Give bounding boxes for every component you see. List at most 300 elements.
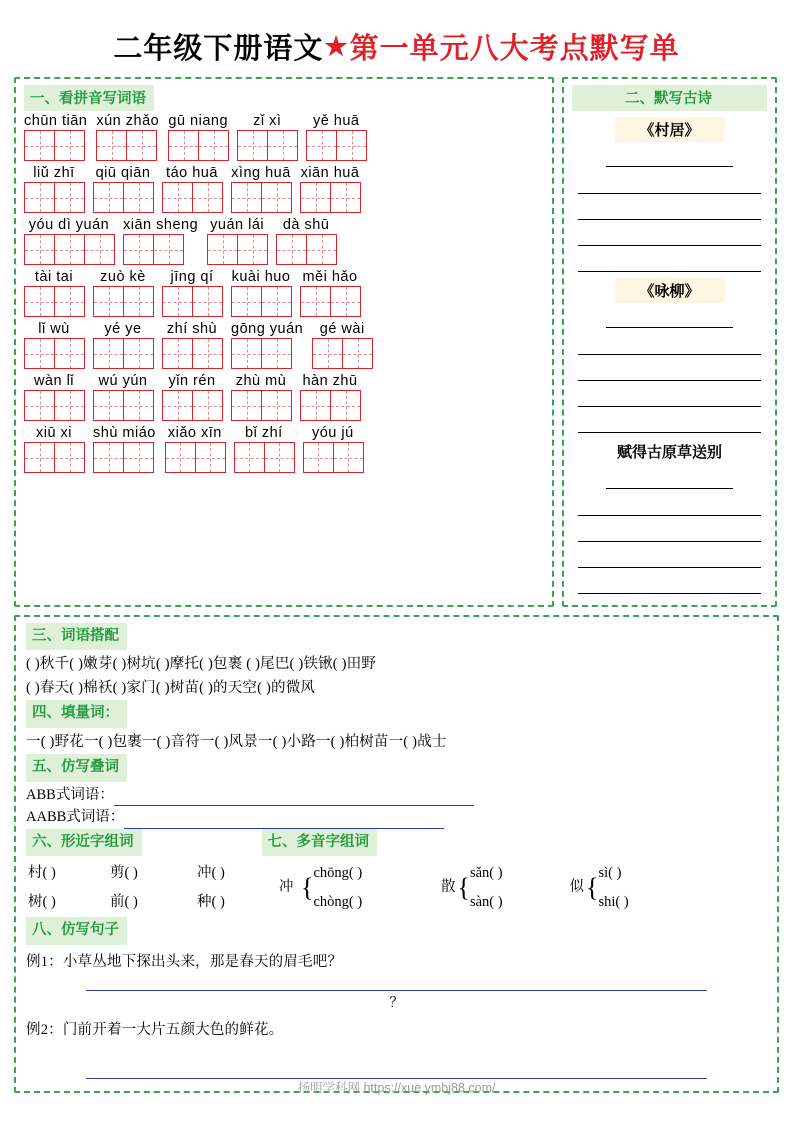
tianzige-group[interactable] [231, 286, 291, 317]
tianzige-hline [232, 406, 261, 407]
tianzige-hline [169, 146, 198, 147]
tianzige-cell[interactable] [192, 182, 223, 213]
section5-heading: 五、仿写叠词 [26, 754, 127, 781]
tianzige-hline [124, 354, 153, 355]
pinyin-row-grid [24, 425, 544, 473]
section1-heading: 一、看拼音写词语 [24, 85, 154, 111]
pinyin-label: wàn lǐ [33, 373, 75, 389]
section7-heading: 七、多音字组词 [262, 829, 378, 856]
tianzige-cell[interactable] [24, 390, 55, 421]
word-slot [162, 165, 222, 213]
word-slot [231, 321, 303, 369]
pinyin-label: xún zhǎo [96, 113, 160, 129]
poem-write-line[interactable] [578, 495, 761, 516]
pinyin-row [24, 321, 544, 369]
tianzige-cell[interactable] [237, 130, 268, 161]
tianzige-hline [238, 146, 267, 147]
pinyin-label: hàn zhū [302, 373, 358, 389]
tianzige-hline [97, 146, 126, 147]
word-slot [234, 425, 294, 473]
aabb-label: AABB式词语： [26, 809, 125, 826]
tianzige-cell[interactable] [93, 442, 124, 473]
tianzige-cell[interactable] [330, 286, 361, 317]
brace-icon-1: { [301, 873, 314, 903]
bottom-exercises [14, 615, 779, 1093]
tianzige-hline [193, 198, 222, 199]
tianzige-group[interactable] [24, 130, 87, 161]
pinyin-label: wú yún [98, 373, 148, 389]
tianzige-cell[interactable] [306, 234, 337, 265]
word-slot [24, 373, 84, 421]
word-slot [93, 269, 153, 317]
poem-write-line[interactable] [606, 146, 733, 167]
word-slot [312, 321, 372, 369]
section3-heading: 三、词语搭配 [26, 623, 127, 650]
tianzige-cell[interactable] [261, 182, 292, 213]
tianzige-cell[interactable] [231, 338, 262, 369]
tianzige-cell[interactable] [96, 130, 127, 161]
section8-example-2 [26, 1019, 767, 1041]
word-slot [93, 373, 153, 421]
duoyin-chong-bottom: chòng( ) [313, 893, 363, 910]
abb-label: ABB式词语： [26, 786, 114, 803]
pinyin-label: gé wài [319, 321, 365, 337]
tianzige-hline [55, 354, 84, 355]
tianzige-hline [55, 146, 84, 147]
duoyin-si-top: sì( ) [598, 865, 622, 882]
tianzige-hline [25, 146, 54, 147]
pinyin-label: yuán lái [210, 217, 265, 233]
pinyin-label: shù miáo [93, 425, 156, 441]
duoyin-san-bottom: sàn( ) [469, 893, 503, 910]
poem-write-line[interactable] [578, 386, 761, 407]
poem-write-line[interactable] [578, 199, 761, 220]
tianzige-hline [307, 250, 336, 251]
tianzige-cell[interactable] [24, 130, 55, 161]
tianzige-group[interactable] [237, 130, 297, 161]
tianzige-cell[interactable] [231, 182, 262, 213]
word-slot [231, 373, 291, 421]
tianzige-hline [193, 302, 222, 303]
tianzige-group[interactable] [306, 130, 366, 161]
tianzige-group[interactable] [123, 234, 198, 265]
tianzige-cell[interactable] [162, 182, 193, 213]
tianzige-cell[interactable] [123, 442, 154, 473]
word-slot [93, 321, 153, 369]
example1-question-mark: ？ [389, 996, 404, 1012]
tianzige-cell[interactable] [24, 286, 55, 317]
pinyin-label: lǐ wù [38, 321, 70, 337]
poem-write-line[interactable] [606, 307, 733, 328]
poem-title: 赋得古原草送别 [590, 439, 750, 464]
tianzige-cell[interactable] [237, 234, 268, 265]
tianzige-hline [94, 198, 123, 199]
tianzige-hline [232, 354, 261, 355]
xjz-cell-6: 种( ) [197, 893, 225, 910]
page-title-black: 二年级下册语文 [113, 33, 324, 65]
tianzige-group[interactable] [96, 130, 159, 161]
tianzige-group[interactable] [24, 234, 114, 265]
pinyin-label: dà shū [282, 217, 330, 233]
pinyin-row-grid [24, 113, 544, 161]
tianzige-cell[interactable] [192, 338, 223, 369]
pinyin-label: zǐ xì [253, 113, 282, 129]
tianzige-hline [313, 354, 342, 355]
tianzige-cell[interactable] [54, 442, 85, 473]
tianzige-hline [262, 406, 291, 407]
tianzige-group[interactable] [234, 442, 294, 473]
tianzige-hline [124, 406, 153, 407]
tianzige-cell[interactable] [54, 234, 85, 265]
tianzige-group[interactable] [24, 390, 84, 421]
duoyin-chong-top: chōng( ) [313, 865, 363, 882]
tianzige-hline [25, 458, 54, 459]
tianzige-group[interactable] [231, 182, 291, 213]
tianzige-hline [343, 354, 372, 355]
pinyin-label: tài tai [34, 269, 74, 285]
poem-write-line[interactable] [578, 412, 761, 433]
tianzige-cell[interactable] [123, 390, 154, 421]
abb-answer-blank[interactable] [114, 791, 474, 806]
tianzige-hline [232, 302, 261, 303]
tianzige-cell[interactable] [165, 442, 196, 473]
tianzige-hline [163, 198, 192, 199]
pinyin-label: měi hǎo [302, 269, 358, 285]
tianzige-hline [25, 406, 54, 407]
tianzige-group[interactable] [303, 442, 363, 473]
tianzige-cell[interactable] [330, 182, 361, 213]
pinyin-label: jīng qí [170, 269, 214, 285]
tianzige-group[interactable] [93, 182, 153, 213]
pinyin-row-grid [24, 269, 544, 317]
xjz-cell-5: 前( ) [110, 893, 138, 910]
tianzige-cell[interactable] [168, 130, 199, 161]
tianzige-hline [301, 406, 330, 407]
pinyin-row [24, 165, 544, 213]
tianzige-hline [25, 250, 54, 251]
tianzige-group[interactable] [165, 442, 225, 473]
tianzige-group[interactable] [162, 286, 222, 317]
tianzige-group[interactable] [162, 390, 222, 421]
tianzige-hline [238, 250, 267, 251]
tianzige-group[interactable] [162, 338, 222, 369]
tianzige-hline [304, 458, 333, 459]
poem-title: 《咏柳》 [615, 278, 725, 303]
word-slot [24, 321, 84, 369]
section2-heading: 二、默写古诗 [572, 85, 767, 111]
poem-write-line[interactable] [578, 547, 761, 568]
pinyin-label: yě huā [312, 113, 360, 129]
tianzige-hline [262, 354, 291, 355]
tianzige-cell[interactable] [267, 130, 298, 161]
tianzige-cell[interactable] [54, 182, 85, 213]
tianzige-cell[interactable] [54, 286, 85, 317]
word-slot [168, 113, 228, 161]
pinyin-label: yé ye [104, 321, 142, 337]
tianzige-cell[interactable] [123, 234, 154, 265]
poem-write-line[interactable] [578, 360, 761, 381]
tianzige-cell[interactable] [123, 286, 154, 317]
tianzige-cell[interactable] [195, 442, 226, 473]
tianzige-hline [265, 458, 294, 459]
tianzige-hline [163, 354, 192, 355]
tianzige-hline [262, 302, 291, 303]
tianzige-hline [331, 198, 360, 199]
tianzige-cell[interactable] [303, 442, 334, 473]
tianzige-cell[interactable] [300, 390, 331, 421]
pinyin-label: yóu jú [311, 425, 354, 441]
tianzige-hline [337, 146, 366, 147]
tianzige-hline [154, 250, 183, 251]
pinyin-label: gōng yuán [231, 321, 304, 337]
pinyin-label: liǔ zhī [33, 165, 75, 181]
tianzige-group[interactable] [231, 338, 303, 369]
example1-answer-blank[interactable] [86, 975, 707, 991]
tianzige-cell[interactable] [231, 286, 262, 317]
tianzige-hline [196, 458, 225, 459]
tianzige-cell[interactable] [24, 182, 55, 213]
section8-heading: 八、仿写句子 [26, 917, 127, 944]
word-slot [162, 269, 222, 317]
tianzige-cell[interactable] [24, 442, 55, 473]
star-icon: ★ [324, 31, 349, 61]
aabb-answer-blank[interactable] [124, 814, 444, 829]
tianzige-group[interactable] [24, 182, 84, 213]
duoyin-si-bottom: shi( ) [598, 893, 629, 910]
tianzige-cell[interactable] [54, 338, 85, 369]
pinyin-row [24, 217, 544, 265]
tianzige-hline [334, 458, 363, 459]
tianzige-group[interactable] [276, 234, 336, 265]
tianzige-cell[interactable] [261, 390, 292, 421]
poem-write-line[interactable] [578, 521, 761, 542]
poem-write-line[interactable] [578, 173, 761, 194]
duoyin-label-chong: 冲 [279, 879, 294, 896]
table-row [28, 889, 765, 915]
pinyin-label: chūn tiān [24, 113, 88, 129]
duoyin-san-top: sǎn( ) [469, 865, 503, 882]
tianzige-hline [124, 458, 153, 459]
tianzige-cell[interactable] [93, 182, 124, 213]
tianzige-cell[interactable] [123, 182, 154, 213]
brace-icon-2: { [457, 873, 470, 903]
tianzige-hline [301, 198, 330, 199]
tianzige-hline [193, 406, 222, 407]
word-slot [93, 425, 156, 473]
poem-write-line[interactable] [578, 334, 761, 355]
tianzige-cell[interactable] [333, 442, 364, 473]
section5-item-aabb [26, 806, 767, 828]
tianzige-cell[interactable] [261, 286, 292, 317]
tianzige-cell[interactable] [192, 286, 223, 317]
tianzige-hline [331, 406, 360, 407]
word-slot [162, 321, 222, 369]
pinyin-label: gū niang [168, 113, 229, 129]
tianzige-cell[interactable] [54, 130, 85, 161]
tianzige-cell[interactable] [84, 234, 115, 265]
tianzige-group[interactable] [231, 390, 291, 421]
tianzige-hline [94, 458, 123, 459]
tianzige-hline [124, 198, 153, 199]
tianzige-hline [55, 198, 84, 199]
tianzige-cell[interactable] [264, 442, 295, 473]
xingjinzi-duoyinzi-table [26, 858, 767, 917]
tianzige-group[interactable] [300, 286, 360, 317]
tianzige-hline [307, 146, 336, 147]
tianzige-hline [235, 458, 264, 459]
tianzige-hline [232, 198, 261, 199]
pinyin-label: zhù mù [235, 373, 287, 389]
tianzige-cell[interactable] [234, 442, 265, 473]
word-slot [303, 425, 363, 473]
tianzige-hline [166, 458, 195, 459]
pinyin-label: qiū qiān [95, 165, 151, 181]
tianzige-hline [268, 146, 297, 147]
tianzige-cell[interactable] [300, 286, 331, 317]
tianzige-group[interactable] [93, 442, 156, 473]
tianzige-hline [55, 250, 84, 251]
tianzige-cell[interactable] [312, 338, 343, 369]
poem-write-line[interactable] [578, 225, 761, 246]
tianzige-cell[interactable] [300, 182, 331, 213]
tianzige-hline [163, 406, 192, 407]
tianzige-cell[interactable] [123, 338, 154, 369]
word-slot [300, 269, 360, 317]
tianzige-cell[interactable] [306, 130, 337, 161]
tianzige-group[interactable] [93, 390, 153, 421]
tianzige-group[interactable] [300, 182, 360, 213]
tianzige-hline [25, 198, 54, 199]
pinyin-label: zhí shù [166, 321, 218, 337]
pinyin-label: xiān huā [300, 165, 360, 181]
tianzige-group[interactable] [207, 234, 267, 265]
tianzige-cell[interactable] [231, 390, 262, 421]
tianzige-group[interactable] [162, 182, 222, 213]
tianzige-hline [331, 302, 360, 303]
xjz-cell-2: 剪( ) [110, 865, 138, 882]
word-slot [306, 113, 366, 161]
tianzige-cell[interactable] [54, 390, 85, 421]
table-row [28, 860, 765, 886]
tianzige-hline [277, 250, 306, 251]
section3-line-1: ( )秋千( )嫩芽( )树坑( )摩托( )包裹 ( )尾巴( )铁锹( )田野 [26, 656, 377, 673]
pinyin-label: kuài huo [231, 269, 291, 285]
example1-label: 例1： [26, 953, 63, 970]
word-slot [24, 425, 84, 473]
tianzige-group[interactable] [168, 130, 228, 161]
tianzige-group[interactable] [93, 338, 153, 369]
tianzige-cell[interactable] [93, 286, 124, 317]
word-slot [96, 113, 159, 161]
tianzige-cell[interactable] [162, 286, 193, 317]
example2-answer-blank[interactable] [86, 1063, 707, 1079]
word-slot [231, 269, 291, 317]
example2-label: 例2： [26, 1021, 63, 1038]
duoyin-label-si: 似 [569, 879, 584, 896]
watermark: 扬明学科网 https://xue.ymbj88.com/ [297, 1081, 496, 1095]
section67-headings [26, 829, 767, 858]
tianzige-cell[interactable] [153, 234, 184, 265]
poem-write-line[interactable] [578, 573, 761, 594]
poem-title: 《村居》 [615, 117, 725, 142]
pinyin-label: táo huā [166, 165, 218, 181]
tianzige-cell[interactable] [93, 390, 124, 421]
tianzige-hline [208, 250, 237, 251]
word-slot [276, 217, 336, 265]
pinyin-row [24, 373, 544, 421]
tianzige-group[interactable] [24, 286, 84, 317]
word-slot [207, 217, 267, 265]
pinyin-label: yǐn rén [168, 373, 216, 389]
pinyin-row [24, 113, 544, 161]
pinyin-row-grid [24, 373, 544, 421]
tianzige-cell[interactable] [126, 130, 157, 161]
tianzige-cell[interactable] [162, 390, 193, 421]
pinyin-row-grid [24, 165, 544, 213]
tianzige-hline [127, 146, 156, 147]
tianzige-cell[interactable] [276, 234, 307, 265]
xjz-cell-3: 冲( ) [197, 865, 225, 882]
word-slot [24, 217, 114, 265]
pinyin-label: xiǎo xīn [167, 425, 222, 441]
tianzige-cell[interactable] [93, 338, 124, 369]
tianzige-cell[interactable] [330, 390, 361, 421]
tianzige-cell[interactable] [261, 338, 292, 369]
word-slot [165, 425, 225, 473]
section-pinyin-writing [14, 77, 554, 607]
tianzige-group[interactable] [24, 442, 84, 473]
section-poem-dictation [562, 77, 777, 607]
tianzige-cell[interactable] [342, 338, 373, 369]
tianzige-group[interactable] [300, 390, 360, 421]
poem-area [572, 117, 767, 594]
tianzige-cell[interactable] [198, 130, 229, 161]
pinyin-label: bǐ zhí [245, 425, 283, 441]
pinyin-label: yóu dì yuán [28, 217, 110, 233]
tianzige-cell[interactable] [24, 338, 55, 369]
tianzige-cell[interactable] [336, 130, 367, 161]
tianzige-hline [163, 302, 192, 303]
tianzige-hline [301, 302, 330, 303]
tianzige-group[interactable] [312, 338, 372, 369]
word-slot [24, 113, 87, 161]
tianzige-cell[interactable] [162, 338, 193, 369]
tianzige-hline [25, 354, 54, 355]
tianzige-hline [94, 354, 123, 355]
poem-write-line[interactable] [606, 468, 733, 489]
pinyin-label: zuò kè [100, 269, 146, 285]
tianzige-hline [124, 250, 153, 251]
word-slot [93, 165, 153, 213]
poem-write-line[interactable] [578, 251, 761, 272]
word-slot [24, 269, 84, 317]
xjz-cell-1: 村( ) [28, 865, 56, 882]
example1-text: 小草丛地下探出头来，那是春天的眉毛吧？ [62, 953, 343, 970]
tianzige-cell[interactable] [24, 234, 55, 265]
duoyin-label-san: 散 [440, 879, 456, 896]
tianzige-group[interactable] [93, 286, 153, 317]
tianzige-cell[interactable] [207, 234, 238, 265]
section4-line-1: 一( )野花一( )包裹一( )音符一( )风景一( )小路一( )柏树苗一( )战士 [26, 733, 447, 750]
page-title [14, 26, 779, 67]
tianzige-hline [85, 250, 114, 251]
tianzige-hline [94, 302, 123, 303]
tianzige-hline [262, 198, 291, 199]
brace-icon-3: { [585, 873, 599, 903]
word-slot [24, 165, 84, 213]
tianzige-cell[interactable] [192, 390, 223, 421]
tianzige-group[interactable] [24, 338, 84, 369]
